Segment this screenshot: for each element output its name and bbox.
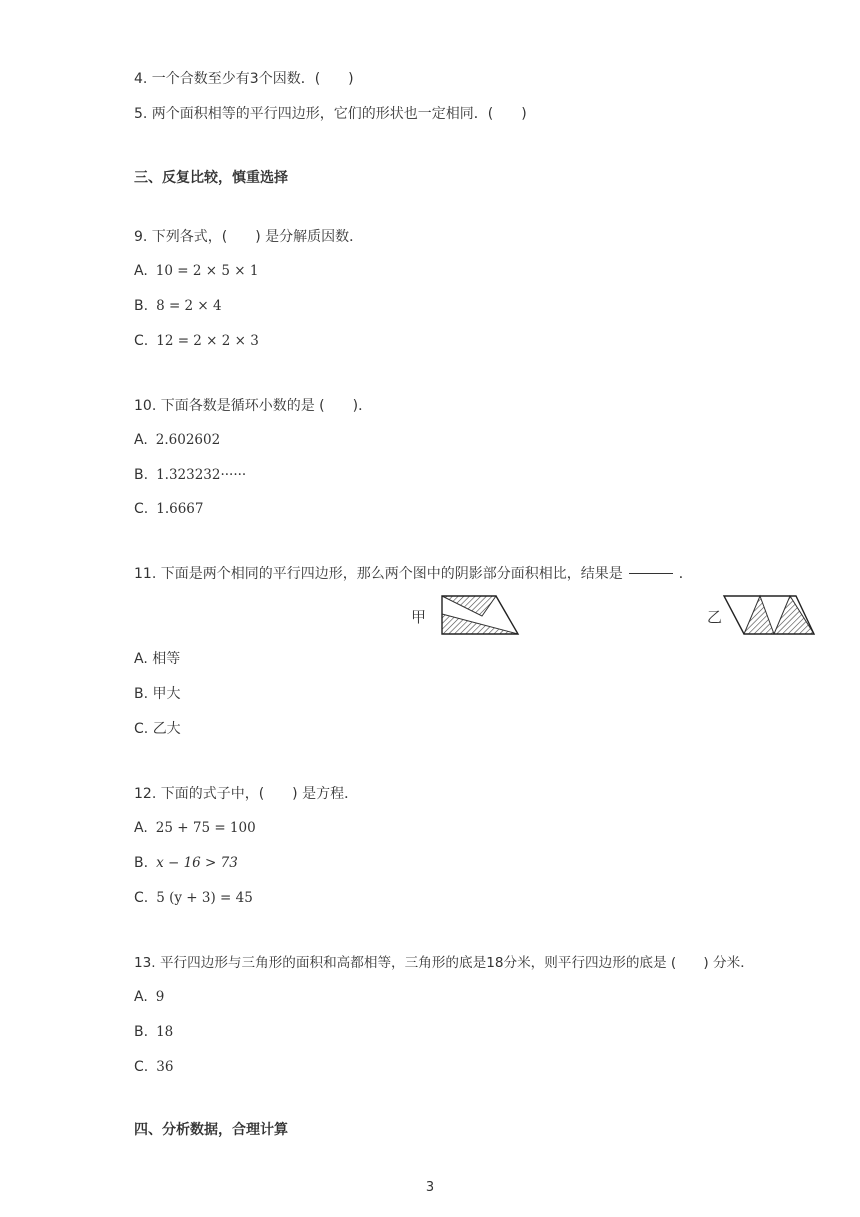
option-text: 1.6667 (156, 501, 204, 517)
option-text: 18 (156, 1024, 174, 1040)
question-5: 5. 两个面积相等的平行四边形，它们的形状也一定相同．( ) (134, 106, 527, 122)
question-13-option-c (134, 1058, 173, 1076)
option-letter: C. (134, 890, 149, 906)
option-text: 8 = 2 × 4 (156, 298, 222, 314)
option-letter: A. (134, 432, 148, 448)
question-12-option-a (134, 819, 256, 837)
option-text: 12 = 2 × 2 × 3 (156, 333, 259, 349)
option-text: 10 = 2 × 5 × 1 (155, 263, 259, 279)
option-text: 5 (y + 3) = 45 (156, 890, 253, 906)
option-letter: C. (134, 721, 149, 737)
option-letter: A. (134, 263, 148, 279)
question-11-stem (134, 565, 693, 583)
question-11-text: 11. 下面是两个相同的平行四边形，那么两个图中的阴影部分面积相比，结果是 (134, 566, 623, 582)
figure-jia-parallelogram (428, 592, 522, 638)
option-text: 甲大 (152, 686, 181, 702)
option-text: 2.602602 (155, 432, 221, 448)
question-13-option-a (134, 988, 164, 1006)
question-13-option-b (134, 1023, 173, 1041)
option-letter: C. (134, 333, 149, 349)
option-text: 1.323232······ (156, 467, 247, 483)
figure-yi-label: 乙 (707, 608, 723, 626)
page-number: 3 (425, 1180, 435, 1195)
question-9-option-a (134, 262, 258, 280)
yi-right-shaded-triangle (774, 596, 814, 634)
question-12-option-b (134, 854, 238, 872)
option-letter: B. (134, 686, 149, 702)
option-text: 36 (156, 1059, 174, 1075)
question-12-stem: 12. 下面的式子中，( ) 是方程． (134, 786, 359, 802)
question-9-stem: 9. 下列各式，( ) 是分解质因数． (134, 229, 364, 245)
figure-jia-label: 甲 (411, 608, 427, 626)
jia-upper-shaded-triangle (442, 596, 496, 616)
question-11-option-b (134, 685, 181, 703)
answer-blank[interactable] (629, 573, 673, 574)
option-letter: A. (134, 989, 148, 1005)
question-10-option-c (134, 500, 203, 518)
figure-yi-parallelogram (722, 592, 818, 638)
option-letter: A. (134, 651, 148, 667)
option-text: 乙大 (152, 721, 181, 737)
question-11-option-a (134, 650, 180, 668)
option-letter: A. (134, 820, 148, 836)
question-13-stem: 13. 平行四边形与三角形的面积和高都相等，三角形的底是18分米，则平行四边形的底是 ( ) 分米． (134, 955, 754, 971)
question-9-option-b (134, 297, 222, 315)
question-12-option-c (134, 889, 253, 907)
option-letter: B. (134, 467, 149, 483)
option-letter: B. (134, 1024, 149, 1040)
question-11-option-c (134, 720, 181, 738)
question-10-option-a (134, 431, 220, 449)
question-10-stem: 10. 下面各数是循环小数的是 ( )． (134, 398, 373, 414)
question-11-end: ． (678, 566, 693, 582)
option-text: 25 + 75 = 100 (155, 820, 256, 836)
option-letter: B. (134, 298, 149, 314)
option-text: 相等 (152, 651, 181, 667)
option-letter: C. (134, 1059, 149, 1075)
option-text: x − 16 > 73 (156, 855, 238, 871)
question-10-option-b (134, 466, 246, 484)
jia-lower-shaded-triangle (442, 614, 518, 634)
question-9-option-c (134, 332, 259, 350)
section-3-title: 三、反复比较，慎重选择 (134, 170, 288, 186)
option-letter: B. (134, 855, 149, 871)
option-letter: C. (134, 501, 149, 517)
option-text: 9 (155, 989, 165, 1005)
yi-left-shaded-triangle (744, 596, 774, 634)
question-4: 4. 一个合数至少有3个因数．( ) (134, 71, 354, 87)
section-4-title: 四、分析数据，合理计算 (134, 1122, 288, 1138)
